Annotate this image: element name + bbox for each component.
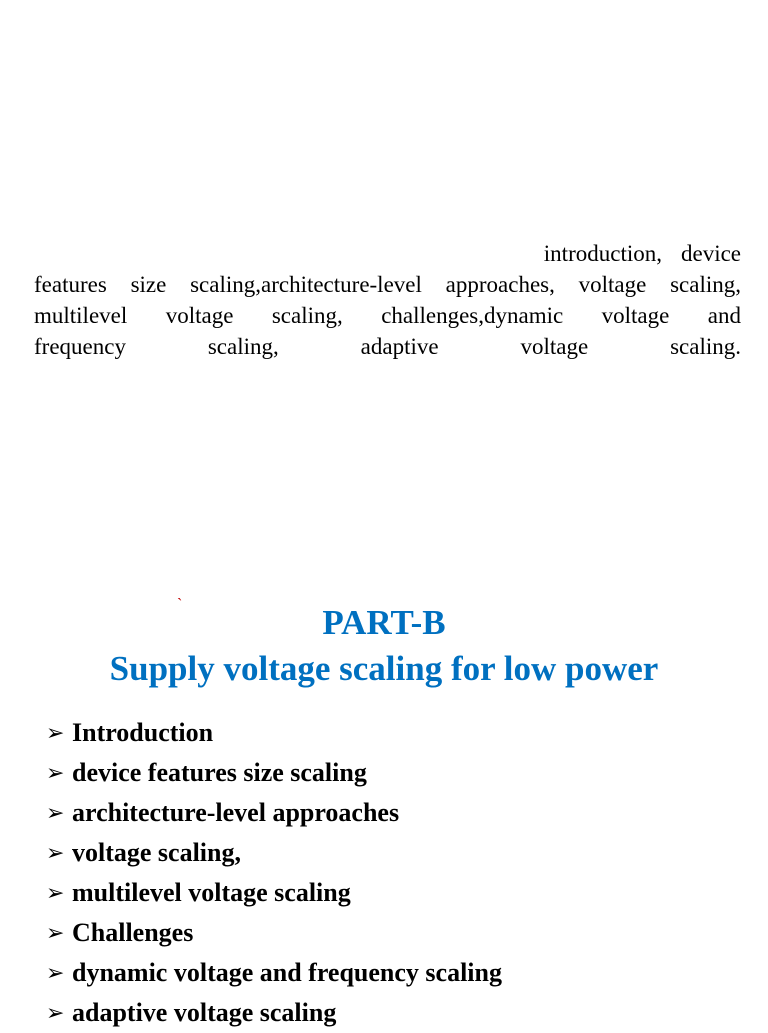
syllabus-word: scaling,architecture-level	[190, 272, 422, 297]
part-subtitle: Supply voltage scaling for low power	[109, 649, 659, 688]
syllabus-word: frequency	[34, 334, 126, 359]
syllabus-word: scaling.	[670, 334, 741, 359]
topic-label: Challenges	[72, 918, 194, 947]
list-item	[46, 873, 502, 913]
syllabus-line-3	[34, 300, 741, 331]
red-tick-mark: `	[177, 596, 183, 613]
syllabus-word: approaches,	[445, 272, 555, 297]
syllabus-word: voltage	[165, 303, 234, 328]
syllabus-word: adaptive	[360, 334, 439, 359]
syllabus-word: scaling,	[207, 334, 279, 359]
arrow-bullet-icon: ➢	[46, 920, 65, 945]
arrow-bullet-icon: ➢	[46, 960, 65, 985]
arrow-bullet-icon: ➢	[46, 1000, 65, 1025]
list-item	[46, 753, 502, 793]
list-item	[46, 953, 502, 993]
list-item	[46, 913, 502, 953]
topic-label: device features size scaling	[72, 758, 367, 787]
topic-label: adaptive voltage scaling	[72, 998, 337, 1027]
syllabus-word: challenges,dynamic	[381, 303, 564, 328]
syllabus-word: scaling,	[271, 303, 343, 328]
topic-label: architecture-level approaches	[72, 798, 400, 827]
list-item	[46, 993, 502, 1033]
syllabus-word: and	[707, 303, 741, 328]
syllabus-line-1	[34, 238, 741, 269]
list-item	[46, 793, 502, 833]
syllabus-word: features	[34, 272, 107, 297]
arrow-bullet-icon: ➢	[46, 840, 65, 865]
syllabus-word: size	[130, 272, 167, 297]
syllabus-line-2	[34, 269, 741, 300]
syllabus-word: voltage	[578, 272, 647, 297]
list-item	[46, 713, 502, 753]
syllabus-word: scaling,	[670, 272, 741, 297]
syllabus-paragraph	[34, 238, 741, 362]
list-item	[46, 833, 502, 873]
topic-label: multilevel voltage scaling	[72, 878, 351, 907]
topic-label: voltage scaling,	[72, 838, 241, 867]
topic-list	[46, 713, 502, 1033]
arrow-bullet-icon: ➢	[46, 800, 65, 825]
part-title: PART-B	[322, 603, 446, 642]
syllabus-word: voltage	[601, 303, 670, 328]
arrow-bullet-icon: ➢	[46, 720, 65, 745]
syllabus-line-4	[34, 331, 741, 362]
syllabus-word: multilevel	[34, 303, 128, 328]
topic-label: dynamic voltage and frequency scaling	[72, 958, 502, 987]
topic-label: Introduction	[72, 718, 214, 747]
arrow-bullet-icon: ➢	[46, 760, 65, 785]
syllabus-word: voltage	[520, 334, 589, 359]
syllabus-word: device	[680, 241, 741, 266]
arrow-bullet-icon: ➢	[46, 880, 65, 905]
syllabus-word: introduction,	[543, 241, 662, 266]
